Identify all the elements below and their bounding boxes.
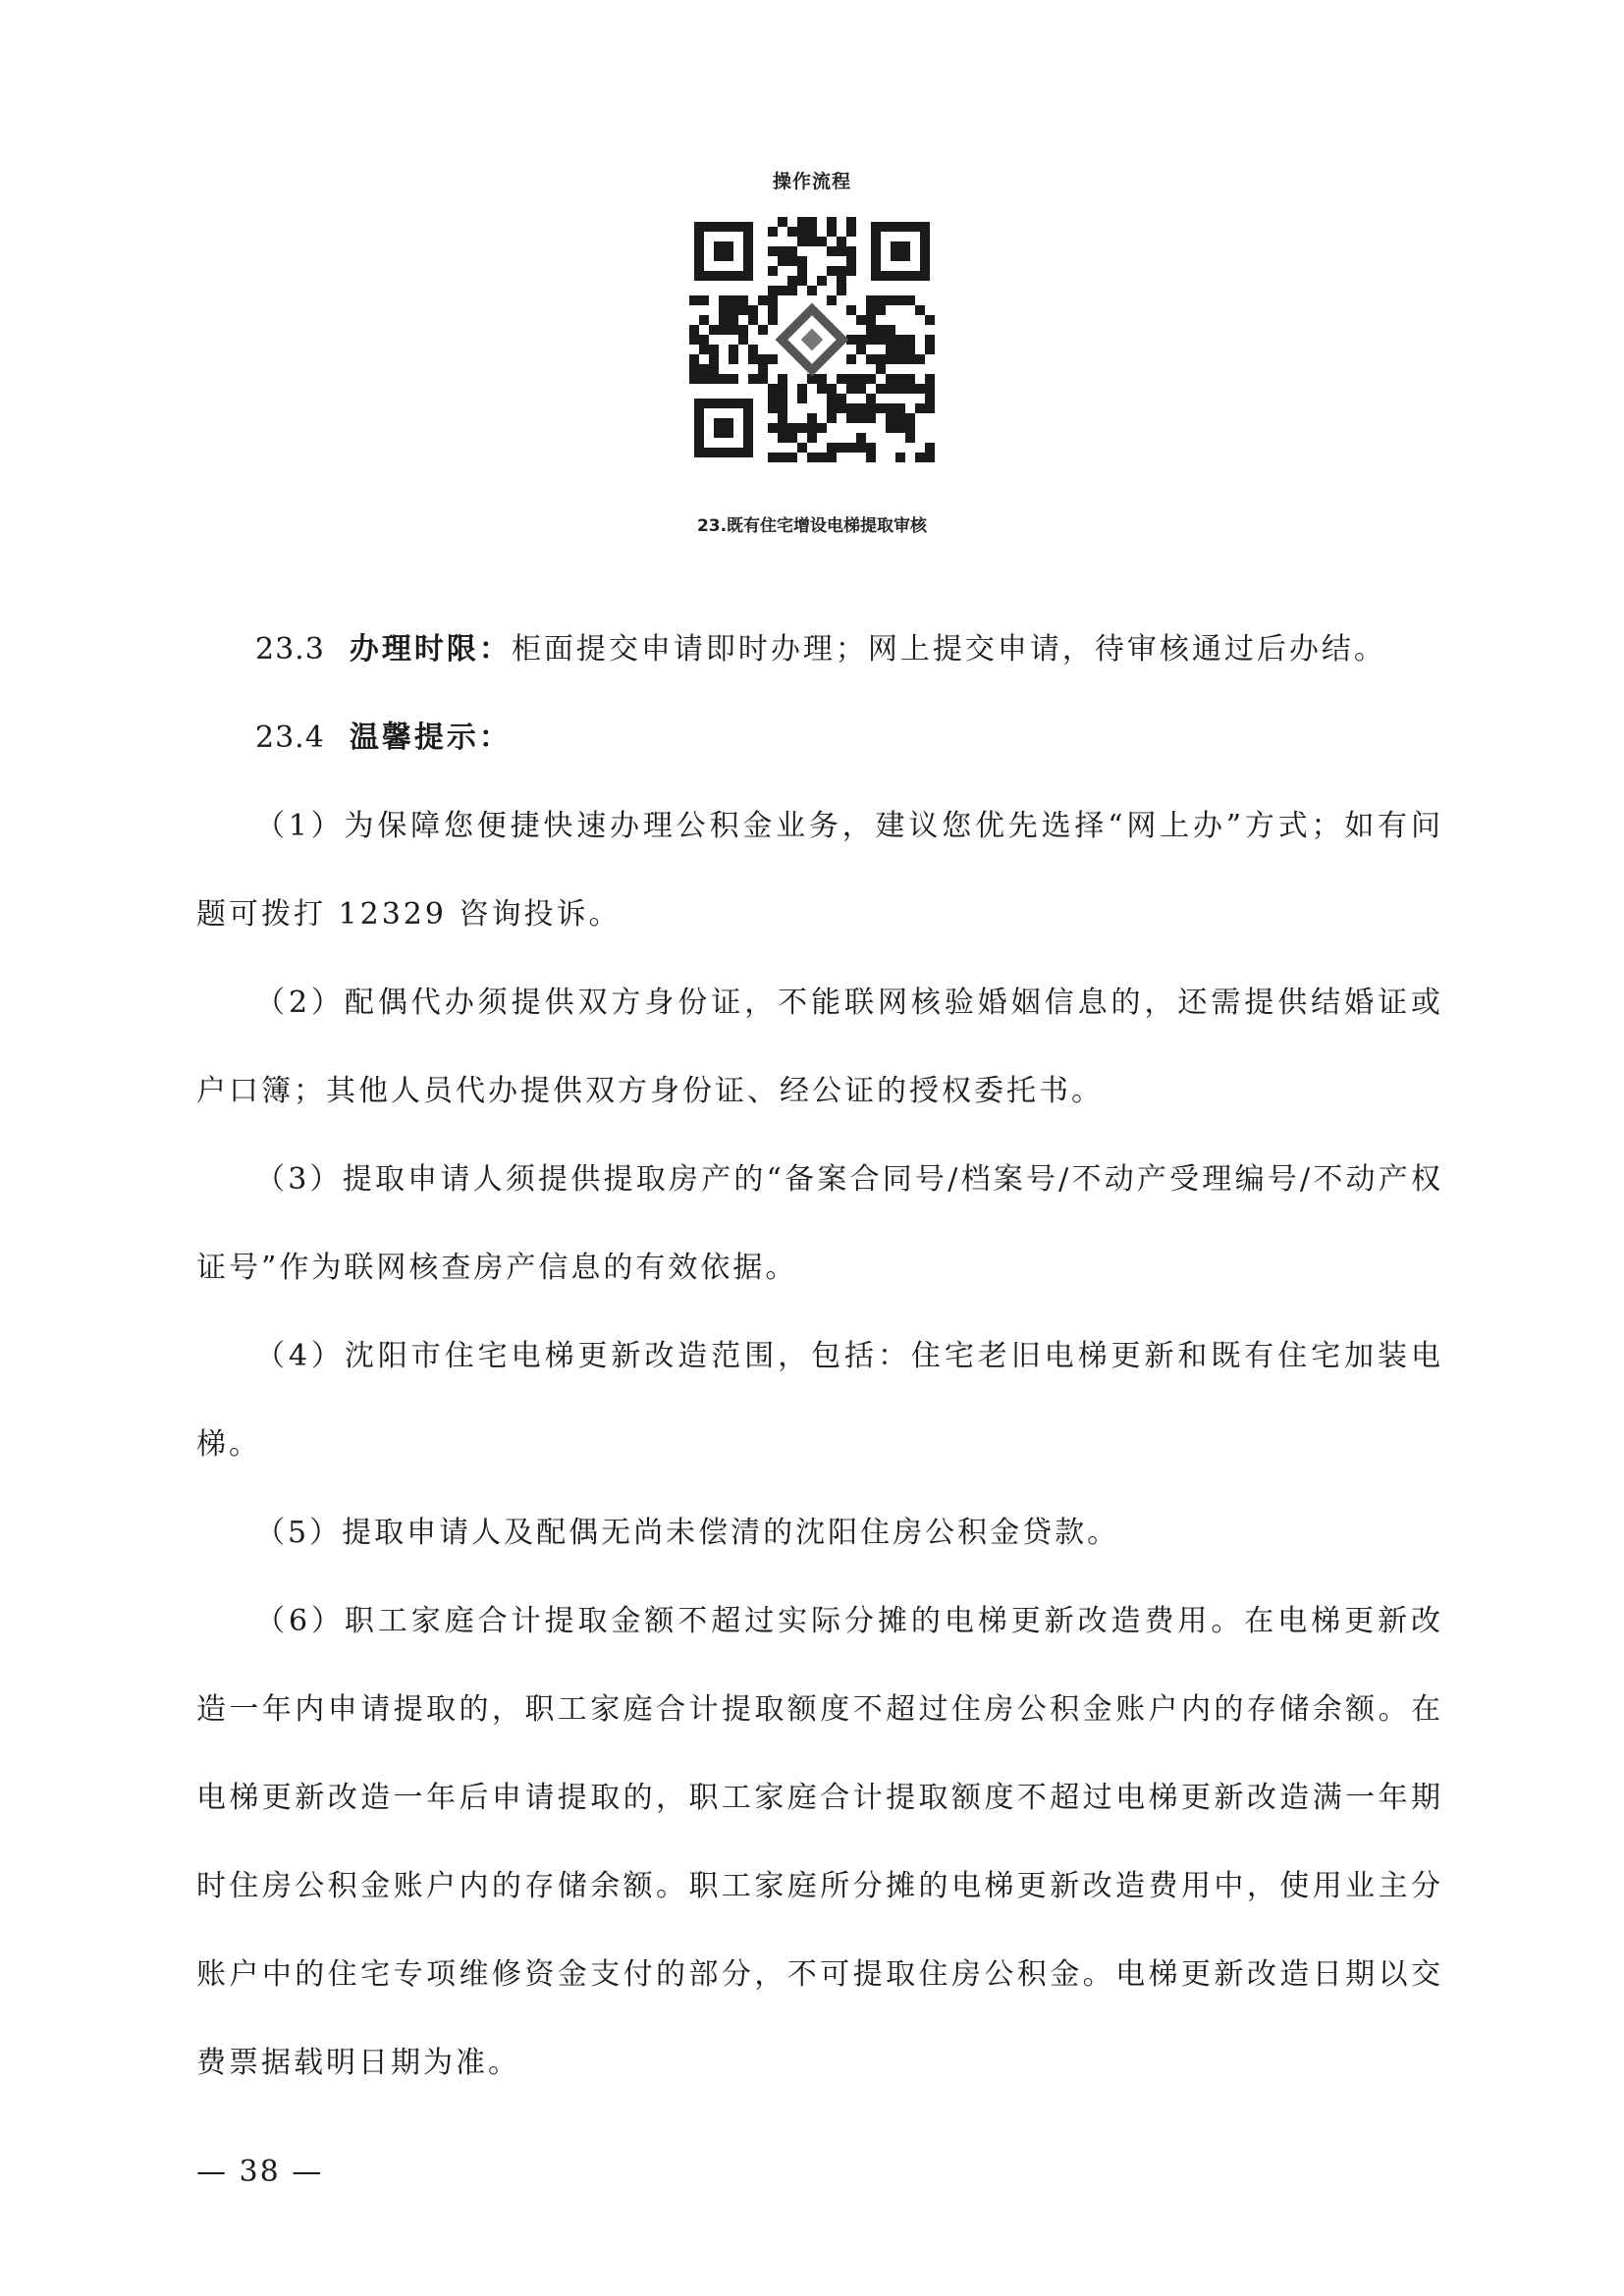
qr-module <box>768 246 778 256</box>
tip-paragraph-3: （3）提取申请人须提供提取房产的“备案合同号/档案号/不动产受理编号/不动产权证号”作为联网核查房产信息的有效依据。 <box>196 1162 1443 1285</box>
qr-module <box>778 413 787 423</box>
qr-module <box>886 423 895 433</box>
qr-module <box>837 246 846 256</box>
qr-module <box>787 433 797 443</box>
tip-paragraph-2: （2）配偶代办须提供双方身份证，不能联网核验婚姻信息的，还需提供结婚证或户口簿；其他人员代办提供双方身份证、经公证的授权委托书。 <box>196 986 1443 1108</box>
qr-module <box>719 295 729 305</box>
qr-module <box>837 286 846 295</box>
qr-module <box>768 305 778 315</box>
qr-module <box>866 403 876 413</box>
qr-module <box>915 305 925 315</box>
qr-module <box>876 403 886 413</box>
qr-module <box>837 394 846 403</box>
qr-module <box>748 374 758 384</box>
tip-paragraph-5: （5）提取申请人及配偶无尚未偿清的沈阳住房公积金贷款。 <box>255 1516 1120 1550</box>
qr-module <box>846 413 856 423</box>
qr-module <box>846 227 856 237</box>
qr-module <box>768 354 778 364</box>
qr-module <box>876 354 886 364</box>
qr-module <box>895 423 905 433</box>
qr-module <box>709 325 719 335</box>
qr-module <box>827 384 837 394</box>
qr-module <box>787 256 797 266</box>
section-label: 办理时限： <box>349 632 512 667</box>
qr-module <box>895 453 905 462</box>
qr-module <box>925 374 935 384</box>
qr-module <box>905 335 915 345</box>
qr-module <box>787 423 797 433</box>
qr-module <box>876 335 886 345</box>
qr-module <box>719 374 729 384</box>
qr-caption: 23.既有住宅增设电梯提取审核 <box>696 516 928 536</box>
qr-module <box>699 315 709 325</box>
qr-module <box>797 384 807 394</box>
qr-module <box>846 443 856 453</box>
qr-module <box>856 384 866 394</box>
qr-module <box>827 217 837 227</box>
qr-module <box>905 354 915 364</box>
qr-module <box>807 413 817 423</box>
qr-module <box>787 453 797 462</box>
qr-module <box>768 227 778 237</box>
qr-section <box>0 167 1624 536</box>
qr-module <box>827 246 837 256</box>
qr-module <box>866 325 876 335</box>
qr-module <box>837 374 846 384</box>
qr-module <box>778 433 787 443</box>
qr-module <box>787 276 797 286</box>
qr-module <box>856 403 866 413</box>
qr-module <box>846 403 856 413</box>
qr-module <box>778 217 787 227</box>
qr-module <box>768 384 778 394</box>
qr-module <box>837 276 846 286</box>
qr-module <box>709 354 719 364</box>
qr-module <box>905 295 915 305</box>
qr-module <box>925 315 935 325</box>
qr-module <box>895 384 905 394</box>
qr-module <box>856 443 866 453</box>
qr-module <box>846 217 856 227</box>
qr-module <box>895 295 905 305</box>
qr-module <box>817 237 827 246</box>
qr-module <box>778 423 787 433</box>
qr-module <box>729 295 738 305</box>
qr-module <box>758 364 768 374</box>
qr-module <box>699 345 709 354</box>
qr-module <box>846 384 856 394</box>
qr-module <box>797 276 807 286</box>
qr-module <box>925 384 935 394</box>
qr-module <box>709 364 719 374</box>
qr-module <box>866 453 876 462</box>
qr-module <box>729 315 738 325</box>
qr-module <box>886 335 895 345</box>
qr-module <box>846 305 856 315</box>
qr-module <box>768 394 778 403</box>
qr-module <box>846 374 856 384</box>
qr-module <box>807 217 817 227</box>
qr-module <box>797 394 807 403</box>
qr-module <box>778 384 787 394</box>
qr-module <box>738 335 748 345</box>
qr-module <box>886 384 895 394</box>
qr-module <box>886 325 895 335</box>
qr-module <box>758 354 768 364</box>
qr-module <box>925 443 935 453</box>
qr-module <box>807 423 817 433</box>
qr-module <box>797 256 807 266</box>
qr-module <box>817 453 827 462</box>
qr-module <box>709 374 719 384</box>
section-text: 柜面提交申请即时办理；网上提交申请，待审核通过后办结。 <box>511 632 1386 667</box>
qr-module <box>758 295 768 305</box>
qr-module <box>738 295 748 305</box>
qr-module <box>748 345 758 354</box>
qr-module <box>778 256 787 266</box>
qr-module <box>699 374 709 384</box>
qr-module <box>817 423 827 433</box>
section-23-4 <box>196 694 1443 782</box>
qr-module <box>827 403 837 413</box>
qr-module <box>699 295 709 305</box>
section-number: 23.3 <box>255 632 325 667</box>
qr-module <box>905 345 915 354</box>
qr-module <box>787 286 797 295</box>
qr-module <box>689 295 699 305</box>
qr-code-icon <box>689 217 935 462</box>
qr-module <box>827 295 837 305</box>
qr-module <box>778 394 787 403</box>
qr-module <box>729 305 738 315</box>
section-label: 温馨提示： <box>349 721 512 755</box>
qr-module <box>768 286 778 295</box>
qr-title: 操作流程 <box>772 171 851 192</box>
qr-module <box>787 246 797 256</box>
qr-module <box>915 384 925 394</box>
page-number: — 38 — <box>196 2155 324 2189</box>
qr-module <box>895 374 905 384</box>
qr-module <box>719 315 729 325</box>
qr-module <box>778 246 787 256</box>
qr-module <box>827 227 837 237</box>
qr-module <box>925 335 935 345</box>
qr-module <box>866 305 876 315</box>
qr-module <box>856 374 866 384</box>
qr-module <box>768 315 778 325</box>
qr-module <box>866 374 876 384</box>
qr-module <box>817 276 827 286</box>
qr-module <box>856 433 866 443</box>
qr-module <box>827 413 837 423</box>
qr-module <box>758 325 768 335</box>
qr-module <box>689 354 699 364</box>
qr-module <box>895 354 905 364</box>
qr-module <box>886 403 895 413</box>
qr-module <box>807 227 817 237</box>
qr-module <box>778 286 787 295</box>
qr-module <box>699 364 709 374</box>
qr-module <box>699 335 709 345</box>
qr-module <box>837 237 846 246</box>
qr-module <box>856 345 866 354</box>
qr-module <box>738 305 748 315</box>
qr-module <box>827 453 837 462</box>
qr-module <box>797 227 807 237</box>
qr-module <box>925 394 935 403</box>
qr-module <box>719 325 729 335</box>
qr-module <box>846 256 856 266</box>
qr-module <box>689 335 699 345</box>
qr-module <box>886 374 895 384</box>
qr-module <box>837 266 846 276</box>
qr-module <box>748 315 758 325</box>
qr-module <box>768 295 778 305</box>
qr-module <box>778 403 787 413</box>
qr-module <box>846 354 856 364</box>
qr-module <box>827 266 837 276</box>
qr-module <box>689 374 699 384</box>
qr-module <box>729 374 738 384</box>
qr-module <box>846 266 856 276</box>
qr-module <box>827 443 837 453</box>
qr-module <box>768 453 778 462</box>
section-23-3 <box>196 606 1443 694</box>
qr-module <box>817 374 827 384</box>
qr-module <box>807 286 817 295</box>
qr-module <box>729 325 738 335</box>
qr-module <box>905 413 915 423</box>
qr-module <box>807 433 817 443</box>
qr-module <box>876 295 886 305</box>
qr-module <box>866 335 876 345</box>
qr-module <box>797 443 807 453</box>
qr-module <box>797 237 807 246</box>
qr-module <box>827 394 837 403</box>
qr-module <box>866 413 876 423</box>
qr-module <box>709 345 719 354</box>
qr-module <box>856 413 866 423</box>
qr-module <box>925 345 935 354</box>
qr-module <box>876 305 886 315</box>
qr-module <box>748 354 758 364</box>
tip-paragraph-4: （4）沈阳市住宅电梯更新改造范围，包括：住宅老旧电梯更新和既有住宅加装电梯。 <box>196 1339 1443 1462</box>
document-body <box>196 606 1443 2108</box>
qr-module <box>856 335 866 345</box>
qr-module <box>886 345 895 354</box>
qr-module <box>895 345 905 354</box>
qr-module <box>748 305 758 315</box>
qr-module <box>758 374 768 384</box>
qr-module <box>925 453 935 462</box>
qr-module <box>738 325 748 335</box>
qr-module <box>876 384 886 394</box>
qr-module <box>807 237 817 246</box>
qr-module <box>807 453 817 462</box>
qr-module <box>886 354 895 364</box>
qr-module <box>905 374 915 384</box>
qr-module <box>915 453 925 462</box>
qr-module <box>905 384 915 394</box>
qr-module <box>797 266 807 276</box>
qr-module <box>915 354 925 364</box>
qr-center-logo-icon <box>780 307 844 372</box>
qr-module <box>689 364 699 374</box>
qr-module <box>876 364 886 374</box>
section-number: 23.4 <box>255 721 325 755</box>
qr-module <box>895 403 905 413</box>
qr-module <box>846 246 856 256</box>
qr-module <box>797 423 807 433</box>
qr-module <box>866 354 876 364</box>
qr-module <box>797 217 807 227</box>
qr-module <box>876 325 886 335</box>
qr-module <box>915 403 925 413</box>
qr-module <box>768 423 778 433</box>
qr-module <box>768 403 778 413</box>
qr-module <box>768 266 778 276</box>
tip-paragraph-6: （6）职工家庭合计提取金额不超过实际分摊的电梯更新改造费用。在电梯更新改造一年内申请提取的，职工家庭合计提取额度不超过住房公积金账户内的存储余额。在电梯更新改造一年后申请提取的，职工家庭合计提取额度不超过电梯更新改造满一年期时住房公积金账户内的存储余额。职工家庭所分摊的电梯更新改造费用中，使用业主分账户中的住宅专项维修资金支付的部分，不可提取住房公积金。电梯更新改造日期以交费票据载明日期为准。 <box>196 1604 1443 2080</box>
qr-module <box>837 403 846 413</box>
qr-module <box>729 345 738 354</box>
qr-module <box>905 433 915 443</box>
qr-module <box>866 315 876 325</box>
qr-module <box>866 394 876 403</box>
qr-module <box>729 354 738 364</box>
qr-module <box>886 295 895 305</box>
tip-paragraph-1: （1）为保障您便捷快速办理公积金业务，建议您优先选择“网上办”方式；如有问题可拨打 12329 咨询投诉。 <box>196 809 1443 932</box>
qr-module <box>778 374 787 384</box>
qr-module <box>787 227 797 237</box>
qr-module <box>689 325 699 335</box>
qr-module <box>719 305 729 315</box>
qr-module <box>925 403 935 413</box>
qr-module <box>895 335 905 345</box>
qr-module <box>837 443 846 453</box>
qr-module <box>866 295 876 305</box>
qr-module <box>817 384 827 394</box>
qr-module <box>895 413 905 423</box>
qr-module <box>905 423 915 433</box>
qr-module <box>856 315 866 325</box>
qr-module <box>866 443 876 453</box>
qr-module <box>886 413 895 423</box>
qr-module <box>778 453 787 462</box>
